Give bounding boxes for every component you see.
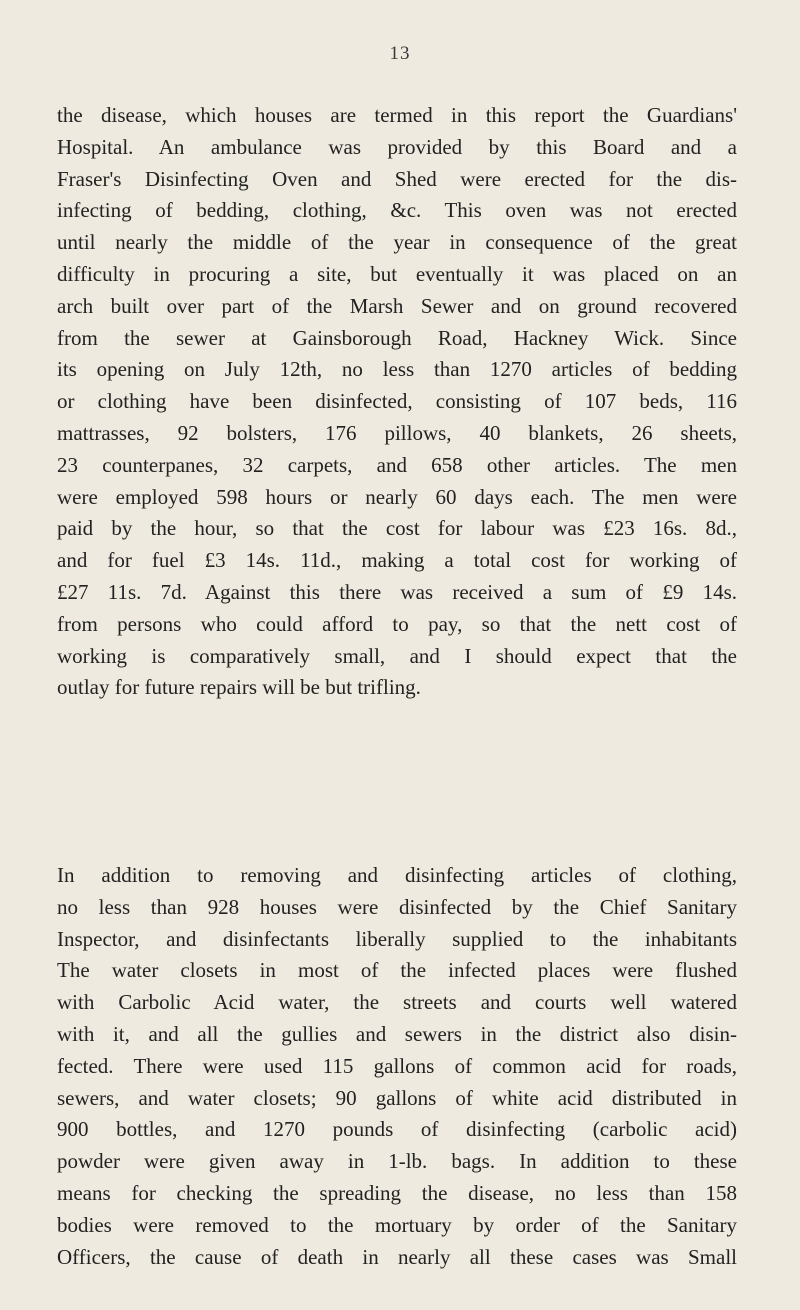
text-line: were employed 598 hours or nearly 60 days each. The men were xyxy=(57,484,737,509)
text-line: arch built over part of the Marsh Sewer and on ground recovered xyxy=(57,293,737,318)
text-line: and for fuel £3 14s. 11d., making a total cost for working of xyxy=(57,548,737,573)
text-line: The water closets in most of the infected places were flushed xyxy=(57,958,737,983)
text-line: paid by the hour, so that the cost for labour was £23 16s. 8d., xyxy=(57,516,737,541)
text-line: from persons who could afford to pay, so that the nett cost of xyxy=(57,611,737,636)
text-line: means for checking the spreading the disease, no less than 158 xyxy=(57,1180,737,1205)
text-line: working is comparatively small, and I should expect that the xyxy=(57,643,737,668)
paragraph xyxy=(57,100,737,704)
text-line: with it, and all the gullies and sewers in the district also disin- xyxy=(57,1021,737,1046)
text-line: infecting of bedding, clothing, &c. This oven was not erected xyxy=(57,198,737,223)
text-line: or clothing have been disinfected, consisting of 107 beds, 116 xyxy=(57,389,737,414)
text-line: bodies were removed to the mortuary by order of the Sanitary xyxy=(57,1212,737,1237)
text-line: 23 counterpanes, 32 carpets, and 658 other articles. The men xyxy=(57,452,737,477)
text-line: £27 11s. 7d. Against this there was received a sum of £9 14s. xyxy=(57,579,737,604)
text-line: Hospital. An ambulance was provided by this Board and a xyxy=(57,134,737,159)
text-line: difficulty in procuring a site, but eventually it was placed on an xyxy=(57,261,737,286)
text-line: In addition to removing and disinfecting articles of clothing, xyxy=(57,863,737,887)
text-line: Officers, the cause of death in nearly all these cases was Small xyxy=(57,1244,737,1269)
text-line: from the sewer at Gainsborough Road, Hackney Wick. Since xyxy=(57,325,737,350)
text-line: powder were given away in 1-lb. bags. In addition to these xyxy=(57,1149,737,1174)
text-line: Inspector, and disinfectants liberally supplied to the inhabitants xyxy=(57,926,737,951)
text-line: no less than 928 houses were disinfected by the Chief Sanitary xyxy=(57,894,737,919)
text-line: fected. There were used 115 gallons of common acid for roads, xyxy=(57,1053,737,1078)
text-line: the disease, which houses are termed in this report the Guardians' xyxy=(57,103,737,127)
page-number: 13 xyxy=(389,43,411,64)
text-line: with Carbolic Acid water, the streets and courts well watered xyxy=(57,990,737,1015)
text-line: sewers, and water closets; 90 gallons of white acid distributed in xyxy=(57,1085,737,1110)
text-line: Fraser's Disinfecting Oven and Shed were erected for the dis- xyxy=(57,166,737,191)
text-line: its opening on July 12th, no less than 1270 articles of bedding xyxy=(57,357,737,382)
text-line: mattrasses, 92 bolsters, 176 pillows, 40 blankets, 26 sheets, xyxy=(57,420,737,445)
text-line: until nearly the middle of the year in consequence of the great xyxy=(57,230,737,255)
paragraph xyxy=(57,860,737,1273)
text-line: outlay for future repairs will be but trifling. xyxy=(57,675,421,700)
text-line: 900 bottles, and 1270 pounds of disinfecting (carbolic acid) xyxy=(57,1117,737,1142)
